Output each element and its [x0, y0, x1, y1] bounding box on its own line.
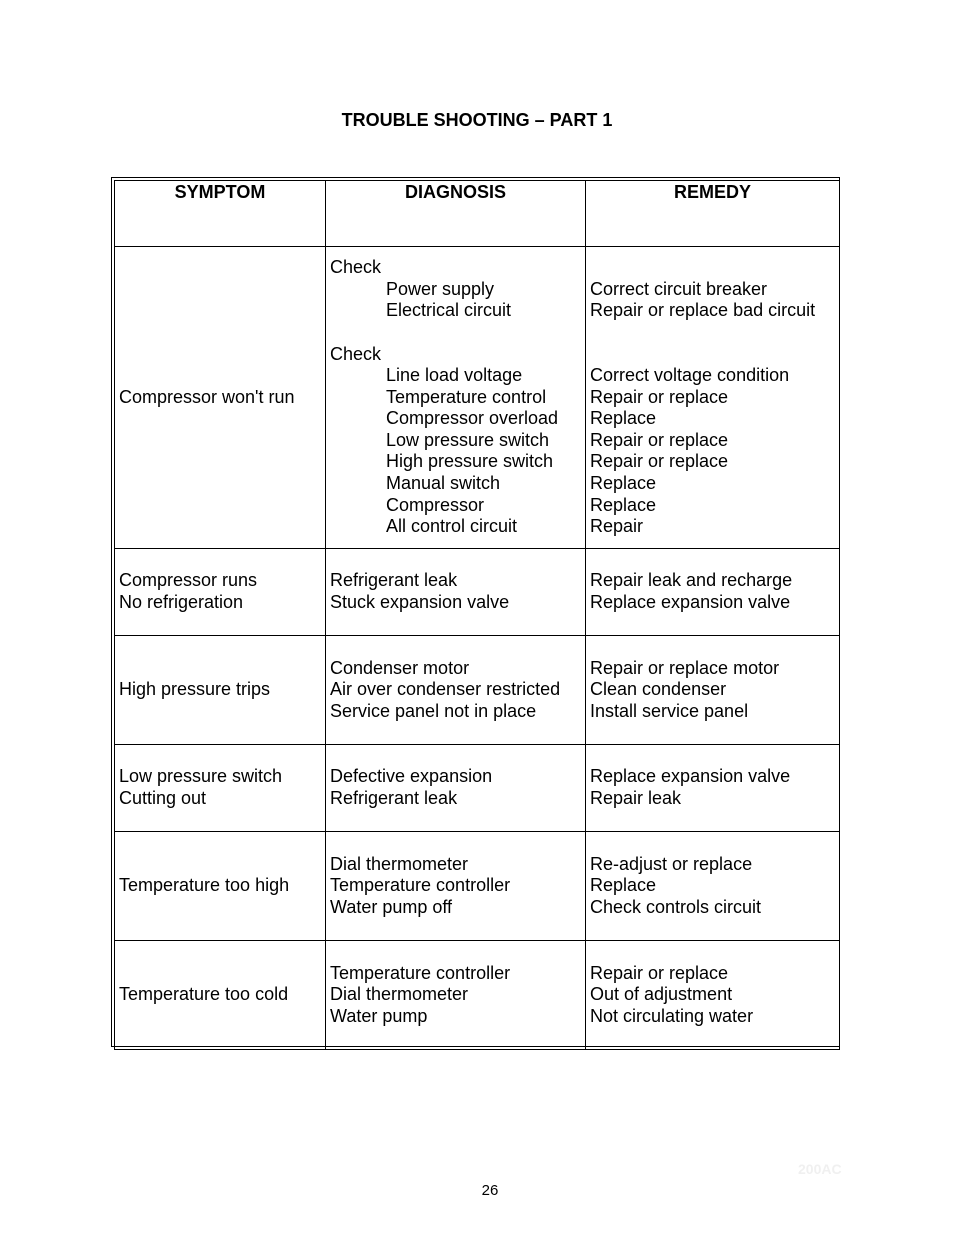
remedy-cell [586, 745, 840, 832]
diagnosis-text: Dial thermometer [330, 853, 469, 874]
table-row [115, 549, 840, 636]
diagnosis-text: High pressure switch [386, 451, 554, 472]
remedy-text: Out of adjustment [590, 984, 733, 1005]
symptom-cell [115, 636, 326, 745]
diagnosis-text: Dial thermometer [330, 984, 469, 1005]
symptom-text: High pressure trips [119, 679, 271, 700]
symptom-text: Compressor runs [119, 570, 258, 591]
table-row [115, 832, 840, 941]
remedy-text: Replace expansion valve [590, 766, 791, 787]
diagnosis-text: Temperature controller [330, 875, 511, 896]
diagnosis-text: Water pump [330, 1005, 428, 1026]
diagnosis-text: Air over condenser restricted [330, 679, 561, 700]
remedy-text: Repair or replace [590, 451, 729, 472]
diagnosis-cell [326, 636, 586, 745]
remedy-text: Repair [590, 516, 644, 537]
remedy-text: Repair or replace motor [590, 657, 780, 678]
symptom-text: Temperature too cold [119, 984, 289, 1005]
diagnosis-text: Service panel not in place [330, 700, 537, 721]
diagnosis-text: Check [330, 343, 382, 364]
diagnosis-text: Temperature controller [330, 962, 511, 983]
remedy-text: Clean condenser [590, 679, 727, 700]
remedy-text [590, 322, 835, 344]
diagnosis-text: Check [330, 257, 382, 278]
diagnosis-text [330, 322, 581, 344]
remedy-text: Re-adjust or replace [590, 853, 753, 874]
remedy-text: Not circulating water [590, 1005, 754, 1026]
diagnosis-cell [326, 832, 586, 941]
remedy-text: Repair or replace bad circuit [590, 300, 816, 321]
symptom-text: Temperature too high [119, 875, 290, 896]
diagnosis-text: Water pump off [330, 896, 453, 917]
table-row [115, 247, 840, 549]
remedy-text: Repair or replace [590, 962, 729, 983]
diagnosis-text: Temperature control [386, 386, 547, 407]
remedy-text: Replace [590, 473, 657, 494]
diagnosis-text: Defective expansion [330, 766, 493, 787]
remedy-text: Correct circuit breaker [590, 278, 768, 299]
remedy-text: Repair leak and recharge [590, 570, 793, 591]
diagnosis-text: Refrigerant leak [330, 570, 458, 591]
remedy-text: Replace [590, 875, 657, 896]
symptom-text: No refrigeration [119, 592, 244, 612]
table-row [115, 941, 840, 1050]
remedy-text: Replace expansion valve [590, 592, 791, 612]
header-remedy: REMEDY [586, 181, 840, 247]
remedy-cell [586, 832, 840, 941]
diagnosis-text: Electrical circuit [386, 300, 512, 321]
diagnosis-cell [326, 247, 586, 549]
diagnosis-text: Condenser motor [330, 657, 470, 678]
remedy-cell [586, 636, 840, 745]
remedy-text: Install service panel [590, 700, 749, 721]
remedy-text: Repair leak [590, 788, 682, 808]
header-symptom: SYMPTOM [115, 181, 326, 247]
diagnosis-text: All control circuit [386, 516, 518, 537]
diagnosis-text: Refrigerant leak [330, 788, 458, 808]
table-row [115, 745, 840, 832]
diagnosis-cell [326, 941, 586, 1050]
remedy-cell [586, 941, 840, 1050]
symptom-text: Compressor won't run [119, 386, 295, 407]
troubleshooting-table [114, 180, 840, 1050]
diagnosis-text: Compressor [386, 494, 485, 515]
diagnosis-text: Low pressure switch [386, 429, 550, 450]
remedy-text [590, 344, 835, 366]
remedy-cell [586, 247, 840, 549]
diagnosis-text: Power supply [386, 278, 495, 299]
symptom-cell [115, 941, 326, 1050]
page-number: 26 [481, 1182, 499, 1199]
diagnosis-text: Compressor overload [386, 408, 559, 429]
remedy-text: Repair or replace [590, 386, 729, 407]
diagnosis-text: Line load voltage [386, 365, 523, 386]
remedy-text: Correct voltage condition [590, 365, 790, 386]
symptom-text: Low pressure switch [119, 766, 283, 787]
table-header-row [115, 181, 840, 247]
remedy-text [590, 257, 835, 279]
symptom-cell [115, 832, 326, 941]
diagnosis-text: Stuck expansion valve [330, 592, 510, 612]
symptom-text: Cutting out [119, 788, 207, 808]
troubleshooting-table-frame [111, 177, 840, 1047]
symptom-cell [115, 549, 326, 636]
remedy-text: Check controls circuit [590, 896, 762, 917]
table-row [115, 636, 840, 745]
remedy-text: Replace [590, 408, 657, 429]
diagnosis-cell [326, 745, 586, 832]
symptom-cell [115, 745, 326, 832]
diagnosis-cell [326, 549, 586, 636]
remedy-text: Repair or replace [590, 429, 729, 450]
page-title: TROUBLE SHOOTING – PART 1 [341, 110, 613, 130]
symptom-cell [115, 247, 326, 549]
watermark: 200AC [798, 1161, 842, 1177]
remedy-text: Replace [590, 494, 657, 515]
header-diagnosis: DIAGNOSIS [326, 181, 586, 247]
diagnosis-text: Manual switch [386, 473, 501, 494]
remedy-cell [586, 549, 840, 636]
